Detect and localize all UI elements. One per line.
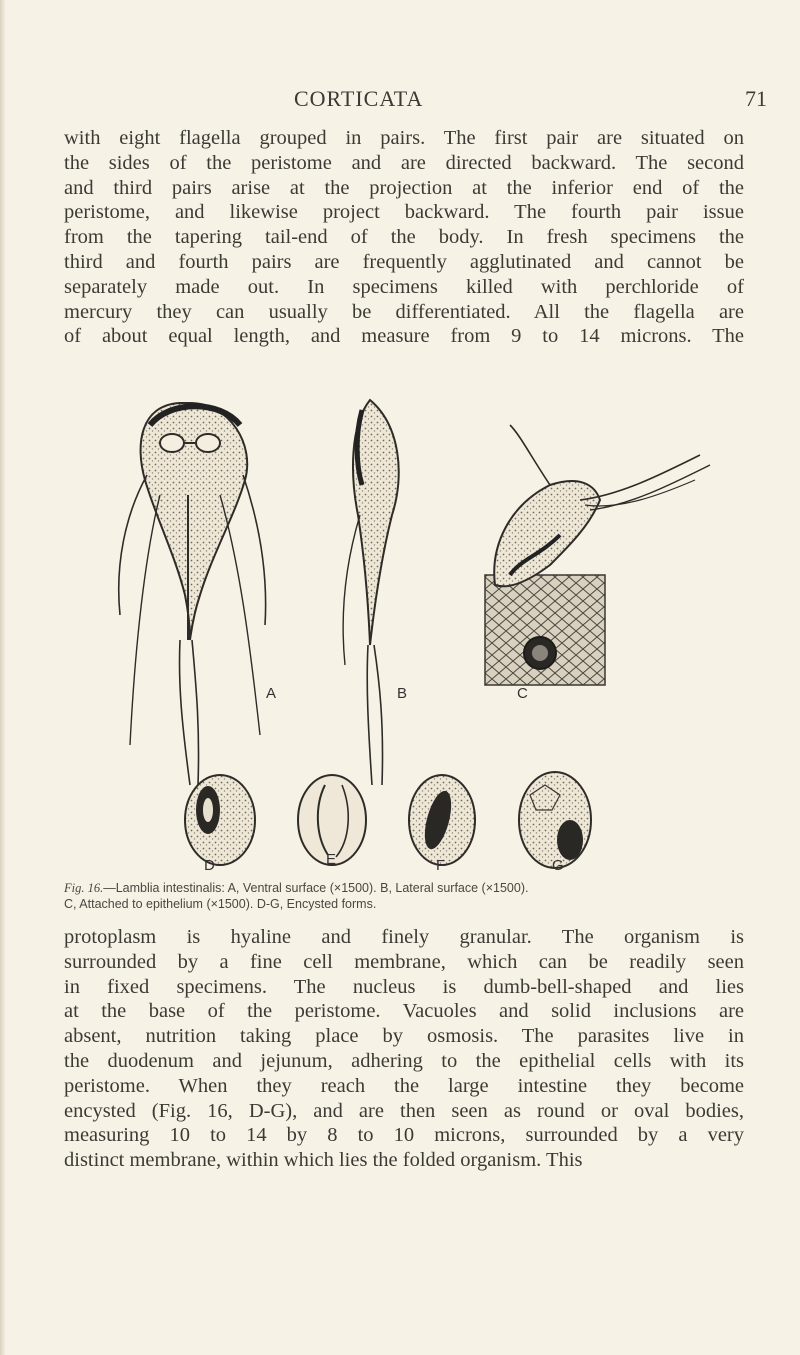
- figure-lamblia: [100, 385, 750, 885]
- text-line: in fixed specimens. The nucleus is dumb-bell-shaped and lies: [64, 975, 744, 998]
- text-line: peristome, and likewise project backward. The fourth pair issue: [64, 201, 744, 224]
- figure-caption: [64, 880, 754, 912]
- text-line: third and fourth pairs are frequently agglutinated and cannot be: [64, 250, 744, 273]
- figure-label-f: F: [436, 857, 446, 874]
- text-line: at the base of the peristome. Vacuoles and solid inclusions are: [64, 1000, 744, 1023]
- text-line: separately made out. In specimens killed with perchloride of: [64, 275, 744, 298]
- page-gutter-shadow: [0, 0, 6, 1355]
- paragraph-top: [64, 126, 744, 349]
- paragraph-bottom: [64, 925, 744, 1173]
- figure-illustration: [100, 385, 750, 875]
- text-line: of about equal length, and measure from 9 to 14 microns. The: [64, 325, 744, 348]
- text-line: peristome. When they reach the large intestine they become: [64, 1074, 744, 1097]
- running-head: [0, 86, 800, 116]
- text-line: from the tapering tail-end of the body. In fresh specimens the: [64, 226, 744, 249]
- text-line: distinct membrane, within which lies the folded organism. This: [64, 1149, 583, 1172]
- figure-label-e: E: [326, 851, 337, 868]
- text-line: absent, nutrition taking place by osmosis. The parasites live in: [64, 1025, 744, 1048]
- text-line: surrounded by a fine cell membrane, which can be readily seen: [64, 950, 744, 973]
- page-number: 71: [745, 86, 767, 111]
- text-line: protoplasm is hyaline and finely granular. The organism is: [64, 926, 744, 948]
- figure-label-a: A: [266, 685, 277, 702]
- caption-line-1: [64, 880, 754, 896]
- text-line: measuring 10 to 14 by 8 to 10 microns, surrounded by a very: [64, 1124, 744, 1147]
- text-line: with eight flagella grouped in pairs. The first pair are situated on: [64, 127, 744, 149]
- running-head-title: CORTICATA: [294, 86, 424, 111]
- caption-line-2: C, Attached to epithelium (×1500). D-G, Encysted forms.: [64, 897, 377, 911]
- figure-label-g: G: [552, 857, 564, 874]
- text-line: mercury they can usually be differentiated. All the flagella are: [64, 300, 744, 323]
- cyst-d: [185, 775, 255, 865]
- text-line: encysted (Fig. 16, D-G), and are then seen as round or oval bodies,: [64, 1099, 744, 1122]
- specimen-c-attached: [485, 425, 710, 685]
- figure-label-b: B: [397, 685, 408, 702]
- cyst-g: [519, 772, 591, 868]
- figure-label-c: C: [517, 685, 528, 702]
- text-line: the sides of the peristome and are directed backward. The second: [64, 151, 744, 174]
- figure-label-d: D: [204, 857, 215, 874]
- cyst-f: [409, 775, 475, 865]
- caption-text: —Lamblia intestinalis: A, Ventral surface (×1500). B, Lateral surface (×1500).: [103, 881, 529, 895]
- text-line: the duodenum and jejunum, adhering to the epithelial cells with its: [64, 1049, 744, 1072]
- caption-fig-ref: Fig. 16.: [64, 881, 104, 895]
- specimen-a-ventral: [119, 403, 266, 785]
- specimen-b-lateral: [343, 400, 399, 785]
- text-line: and third pairs arise at the projection at the inferior end of the: [64, 176, 744, 199]
